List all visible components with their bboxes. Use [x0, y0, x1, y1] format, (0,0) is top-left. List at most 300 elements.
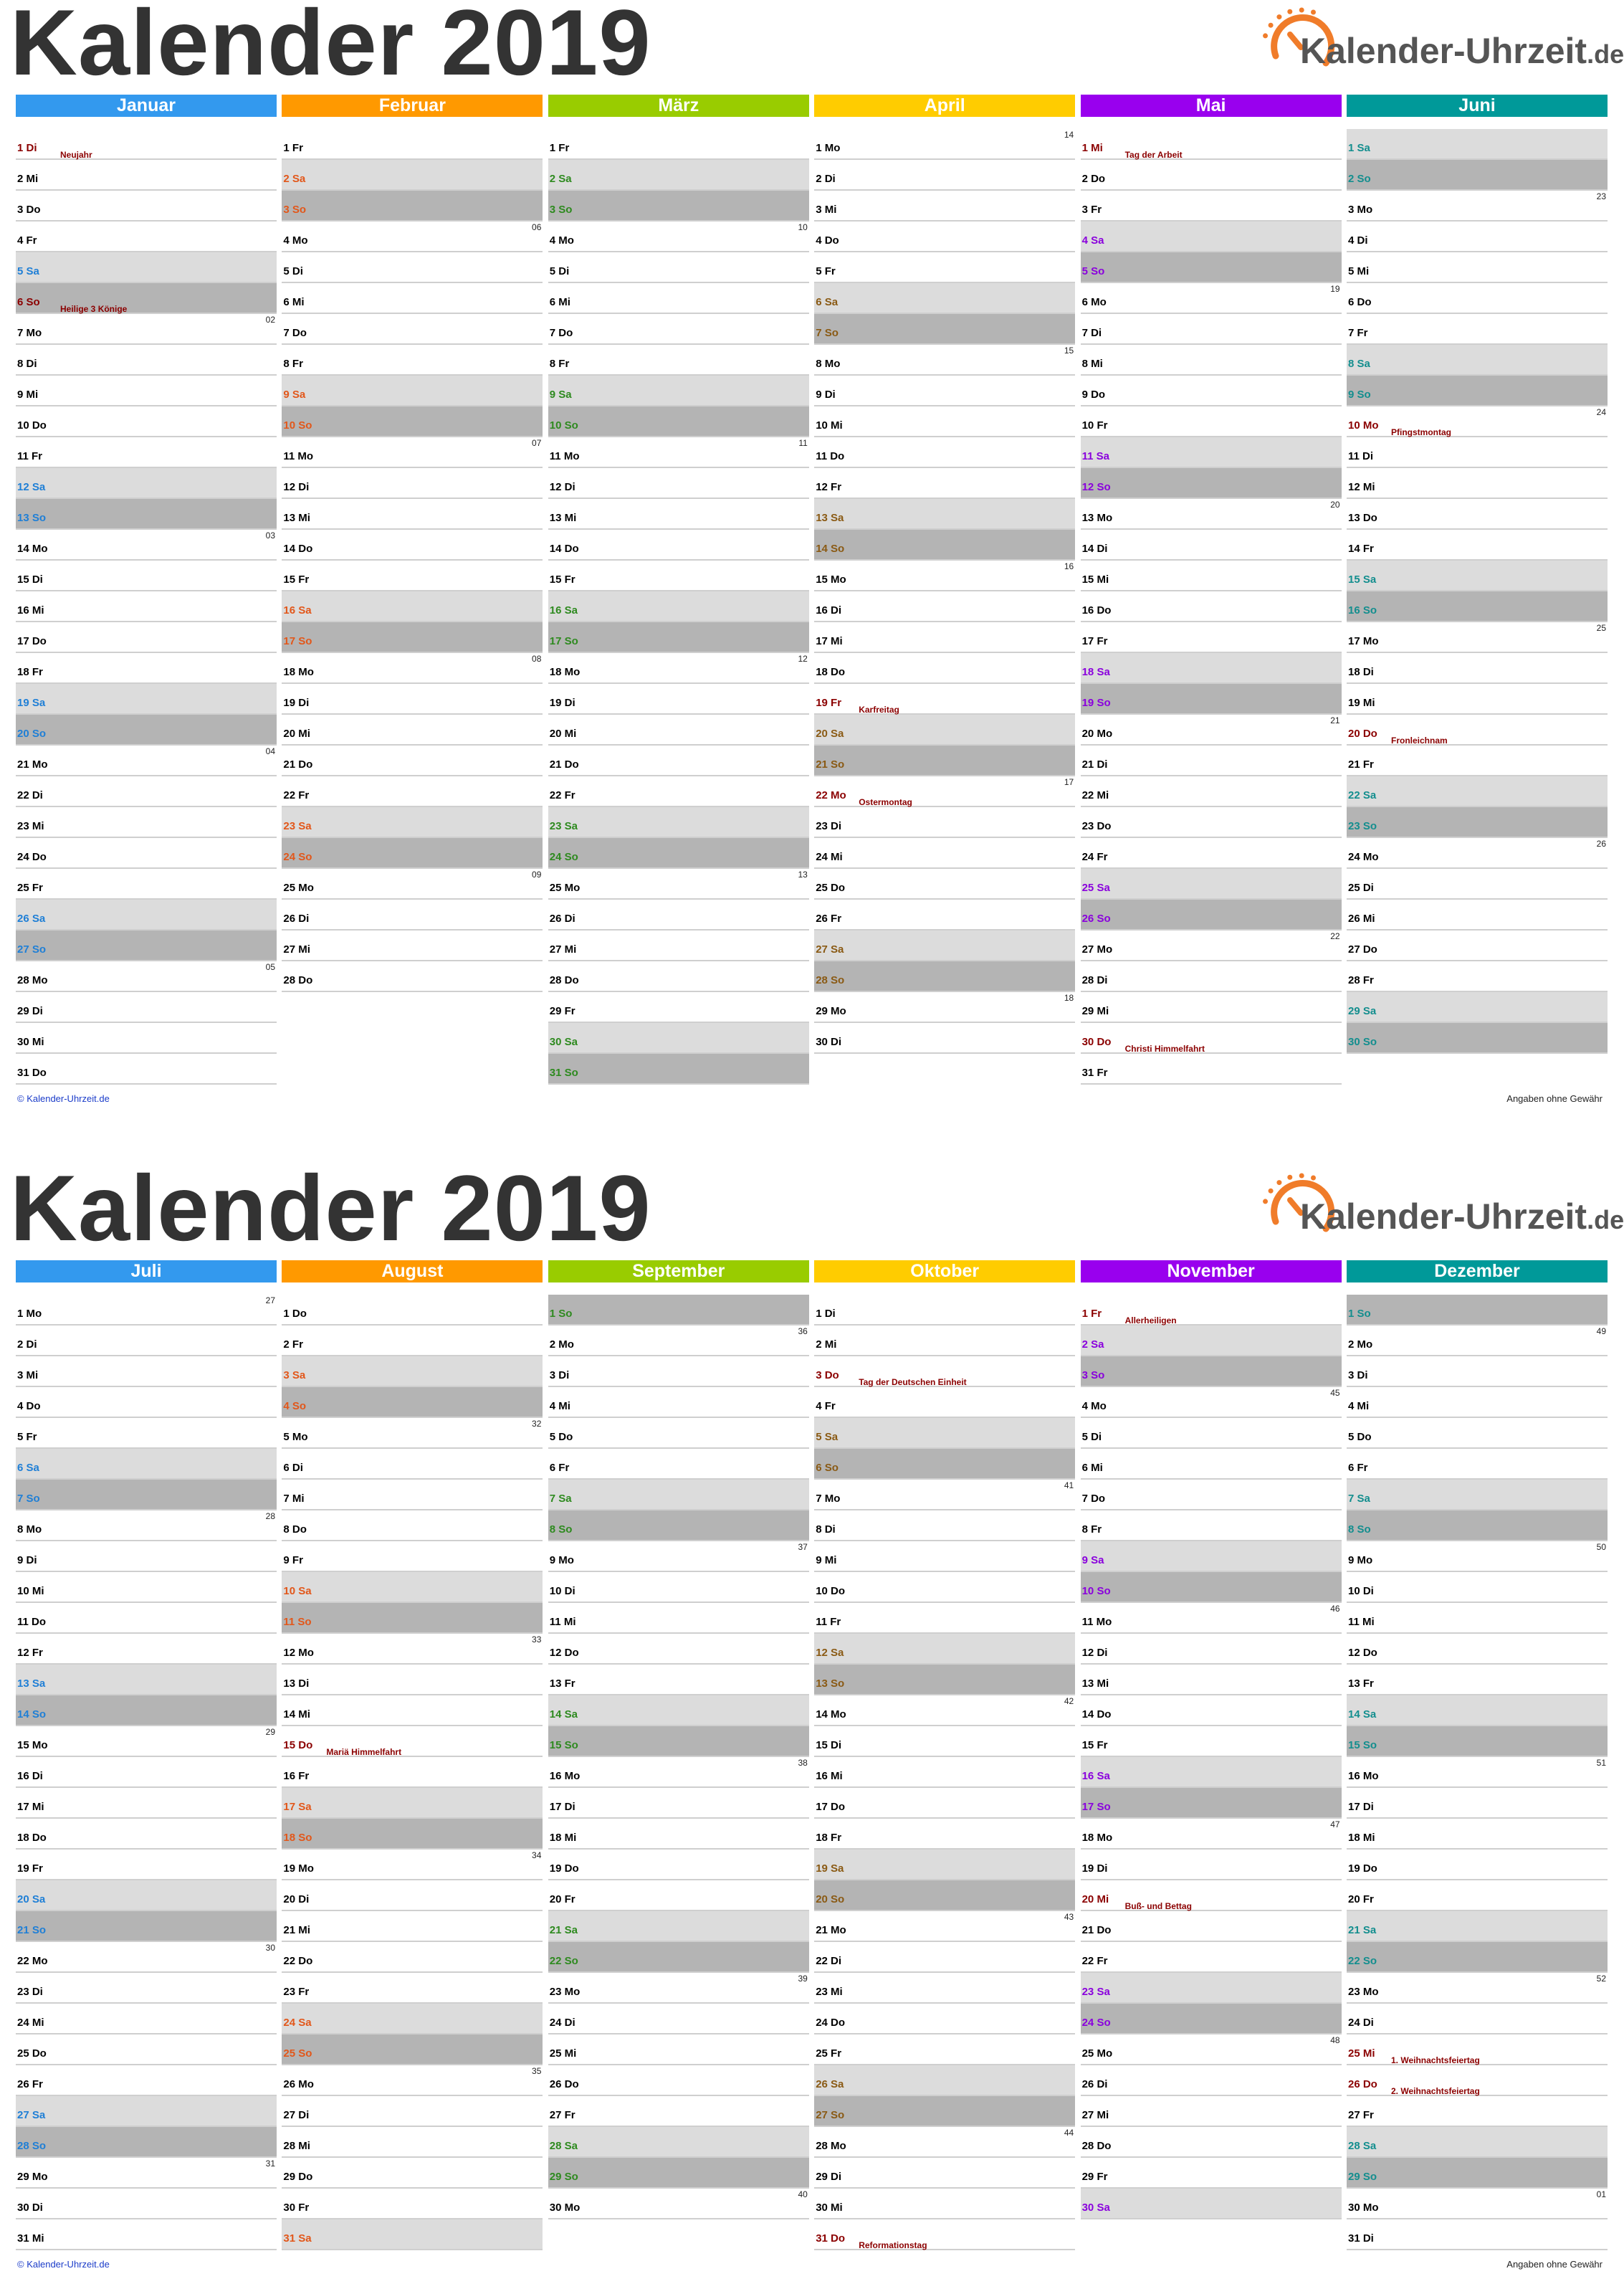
day-row [548, 1023, 809, 1054]
day-label: 22 Fr [283, 789, 310, 801]
day-label: 22 Mi [1081, 789, 1109, 801]
day-label: 24 Sa [283, 2017, 312, 2029]
day-label: 28 Sa [1348, 2140, 1377, 2152]
day-label: 24 Do [816, 2017, 846, 2029]
day-row [1347, 838, 1608, 869]
week-number: 30 [265, 1943, 275, 1953]
day-label: 14 So [816, 543, 845, 555]
week-number: 17 [1064, 777, 1074, 787]
day-row [1081, 1541, 1342, 1572]
day-row [282, 653, 543, 684]
day-row [282, 1880, 543, 1911]
day-row [282, 746, 543, 776]
day-row [16, 1695, 277, 1726]
day-label: 7 Sa [1348, 1493, 1370, 1505]
day-label: 20 Di [283, 1893, 310, 1905]
day-label: 6 Fr [549, 1462, 570, 1474]
day-label: 28 Di [1081, 974, 1108, 986]
day-label: 3 Sa [283, 1369, 306, 1381]
day-label: 16 Mo [1348, 1770, 1379, 1782]
day-row [548, 1356, 809, 1387]
day-label: 29 Do [283, 2171, 313, 2183]
day-label: 6 Mi [1081, 1462, 1103, 1474]
day-row [1347, 2096, 1608, 2127]
day-row [814, 1295, 1075, 1326]
day-label: 17 Fr [1081, 635, 1108, 647]
month-column [548, 95, 809, 1079]
day-row [814, 746, 1075, 776]
day-label: 3 Mi [17, 1369, 39, 1381]
day-row [1081, 2034, 1342, 2065]
logo-name: Kalender-Uhrzeit [1300, 31, 1587, 71]
day-label: 3 So [549, 204, 573, 216]
day-label: 26 Di [1081, 2078, 1108, 2090]
month-column [814, 95, 1075, 1048]
logo [1261, 6, 1624, 85]
day-label: 3 Do [816, 1369, 839, 1381]
week-number: 12 [798, 654, 808, 664]
day-row [1081, 1023, 1342, 1054]
day-row [282, 1911, 543, 1942]
day-row [1081, 2189, 1342, 2219]
day-row [282, 807, 543, 838]
day-row [282, 591, 543, 622]
day-row [282, 1695, 543, 1726]
day-row [16, 1757, 277, 1788]
day-row [16, 591, 277, 622]
day-row [1347, 1572, 1608, 1603]
day-row [1081, 314, 1342, 345]
copyright-link[interactable]: © Kalender-Uhrzeit.de [17, 1093, 110, 1104]
day-label: 30 Di [816, 1036, 842, 1048]
day-label: 8 So [1348, 1523, 1371, 1536]
day-label: 10 Di [1348, 1585, 1374, 1597]
day-row [1347, 1850, 1608, 1880]
day-label: 28 Do [283, 974, 313, 986]
day-label: 23 Mi [17, 820, 44, 832]
day-row [814, 1541, 1075, 1572]
day-label: 6 Mi [283, 296, 305, 308]
day-row [548, 561, 809, 591]
month-header: Dezember [1347, 1260, 1608, 1282]
day-row [548, 222, 809, 252]
day-label: 14 Fr [1348, 543, 1374, 555]
day-label: 30 Sa [549, 1036, 578, 1048]
day-label: 27 Sa [816, 943, 844, 956]
day-row [282, 2096, 543, 2127]
day-row [1081, 1480, 1342, 1510]
day-label: 28 Do [1081, 2140, 1112, 2152]
day-label: 20 Mi [283, 728, 310, 740]
day-label: 22 Di [17, 789, 43, 801]
day-label: 26 Do [549, 2078, 579, 2090]
day-row [282, 1850, 543, 1880]
day-row [814, 1665, 1075, 1695]
day-row [814, 684, 1075, 715]
week-number: 50 [1596, 1542, 1606, 1552]
day-row [1081, 992, 1342, 1023]
day-row [814, 961, 1075, 992]
day-label: 16 Di [816, 604, 842, 617]
day-row [548, 2127, 809, 2158]
day-label: 4 Mi [1348, 1400, 1370, 1412]
day-row [814, 2158, 1075, 2189]
month-header: März [548, 95, 809, 117]
day-row [16, 530, 277, 561]
day-label: 26 Do [1348, 2078, 1377, 2090]
day-row [16, 715, 277, 746]
day-row [16, 468, 277, 499]
day-row [814, 376, 1075, 406]
day-label: 23 Mo [549, 1986, 581, 1998]
day-label: 20 Mi [549, 728, 577, 740]
day-label: 8 Fr [283, 358, 303, 370]
day-row [814, 1326, 1075, 1356]
day-label: 10 Do [816, 1585, 846, 1597]
day-row [548, 622, 809, 653]
day-label: 17 Di [1348, 1801, 1374, 1813]
copyright-link[interactable]: © Kalender-Uhrzeit.de [17, 2259, 110, 2270]
day-row [548, 1326, 809, 1356]
day-row [282, 1541, 543, 1572]
day-row [1347, 869, 1608, 900]
day-label: 2 Mo [549, 1338, 574, 1351]
day-row [814, 1449, 1075, 1480]
day-label: 24 Mi [17, 2017, 44, 2029]
day-label: 15 Do [283, 1739, 313, 1751]
day-label: 6 Fr [1348, 1462, 1368, 1474]
day-row [16, 1819, 277, 1850]
day-row [282, 776, 543, 807]
day-row [548, 406, 809, 437]
day-label: 28 So [17, 2140, 47, 2152]
day-row [1081, 684, 1342, 715]
day-row [548, 1665, 809, 1695]
week-number: 15 [1064, 346, 1074, 356]
day-row [548, 1850, 809, 1880]
day-row [1347, 684, 1608, 715]
day-row [548, 1449, 809, 1480]
day-row [814, 191, 1075, 222]
holiday-name: Tag der Arbeit [1124, 150, 1183, 160]
day-row [1081, 2065, 1342, 2096]
day-row [282, 530, 543, 561]
day-row [1347, 1510, 1608, 1541]
day-row [814, 1819, 1075, 1850]
day-label: 15 Fr [1081, 1739, 1108, 1751]
day-label: 17 Mo [1348, 635, 1379, 647]
day-row [16, 869, 277, 900]
day-row [1347, 222, 1608, 252]
day-row [814, 345, 1075, 376]
week-number: 16 [1064, 561, 1074, 571]
day-row [548, 1788, 809, 1819]
day-row [548, 252, 809, 283]
day-label: 7 Di [1081, 327, 1102, 339]
day-row [1081, 900, 1342, 931]
day-row [16, 561, 277, 591]
day-row [282, 715, 543, 746]
month-header: Mai [1081, 95, 1342, 117]
day-label: 7 Mi [283, 1493, 305, 1505]
week-number: 06 [532, 222, 542, 232]
logo-name: Kalender-Uhrzeit [1300, 1196, 1587, 1237]
day-label: 28 So [816, 974, 845, 986]
day-row [548, 1973, 809, 2004]
day-label: 1 Di [816, 1308, 836, 1320]
week-number: 23 [1596, 191, 1606, 201]
day-row [16, 314, 277, 345]
day-label: 19 Sa [17, 697, 46, 709]
day-row [814, 591, 1075, 622]
day-label: 14 Do [549, 543, 579, 555]
day-row [548, 1634, 809, 1665]
day-row [548, 1757, 809, 1788]
week-number: 24 [1596, 407, 1606, 417]
day-row [16, 283, 277, 314]
day-label: 13 Mi [549, 512, 577, 524]
day-row [814, 1603, 1075, 1634]
day-label: 19 Di [1081, 1862, 1108, 1875]
day-label: 2 So [1348, 173, 1371, 185]
day-row [1347, 1973, 1608, 2004]
day-row [1081, 2158, 1342, 2189]
day-label: 26 Di [283, 913, 310, 925]
day-label: 19 Mo [283, 1862, 314, 1875]
day-label: 31 Fr [1081, 1067, 1108, 1079]
week-number: 18 [1064, 993, 1074, 1003]
day-label: 29 Mo [17, 2171, 48, 2183]
day-label: 21 Do [549, 758, 579, 771]
week-number: 39 [798, 1974, 808, 1984]
day-label: 27 Mo [1081, 943, 1113, 956]
day-label: 13 Do [1348, 512, 1377, 524]
day-label: 5 Di [283, 265, 303, 277]
day-label: 19 Do [549, 1862, 579, 1875]
day-row [1081, 561, 1342, 591]
calendar-page [0, 0, 1624, 1128]
week-number: 49 [1596, 1326, 1606, 1336]
day-row [16, 1850, 277, 1880]
day-label: 25 So [283, 2047, 312, 2060]
day-label: 11 Mi [1348, 1616, 1375, 1628]
day-label: 21 Do [1081, 1924, 1112, 1936]
day-label: 7 So [816, 327, 839, 339]
day-label: 3 Mi [816, 204, 837, 216]
day-row [1347, 314, 1608, 345]
day-row [16, 1942, 277, 1973]
day-row [548, 1880, 809, 1911]
day-row [282, 1480, 543, 1510]
day-label: 27 So [17, 943, 47, 956]
day-label: 6 Mo [1081, 296, 1107, 308]
day-row [282, 2189, 543, 2219]
day-row [16, 1911, 277, 1942]
day-row [548, 160, 809, 191]
day-label: 11 Mi [549, 1616, 576, 1628]
calendar-page [0, 1156, 1624, 2294]
week-number: 45 [1330, 1388, 1340, 1398]
day-label: 20 Fr [1348, 1893, 1374, 1905]
day-label: 1 So [549, 1308, 573, 1320]
day-label: 19 Di [283, 697, 310, 709]
day-label: 8 Mo [816, 358, 841, 370]
day-row [1347, 776, 1608, 807]
day-row [1347, 1665, 1608, 1695]
day-row [16, 684, 277, 715]
day-label: 7 Do [549, 327, 573, 339]
day-label: 22 So [1348, 1955, 1377, 1967]
day-label: 2 Di [17, 1338, 37, 1351]
day-row [548, 1541, 809, 1572]
day-label: 10 So [1081, 1585, 1111, 1597]
day-row [16, 437, 277, 468]
day-label: 26 Fr [17, 2078, 43, 2090]
day-label: 1 Fr [283, 142, 303, 154]
day-label: 28 Mo [17, 974, 48, 986]
day-row [282, 1603, 543, 1634]
day-row [282, 1326, 543, 1356]
day-label: 22 Di [816, 1955, 842, 1967]
day-label: 12 Di [283, 481, 310, 493]
day-label: 5 Do [1348, 1431, 1372, 1443]
day-row [1347, 715, 1608, 746]
day-label: 9 So [1348, 389, 1371, 401]
disclaimer: Angaben ohne Gewähr [1506, 2259, 1602, 2270]
day-label: 14 Mo [17, 543, 48, 555]
day-row [814, 1880, 1075, 1911]
day-label: 26 Di [549, 913, 575, 925]
day-label: 28 Do [549, 974, 579, 986]
day-row [16, 222, 277, 252]
day-label: 17 Do [17, 635, 47, 647]
day-label: 23 Sa [549, 820, 578, 832]
week-number: 07 [532, 438, 542, 448]
day-row [16, 2065, 277, 2096]
day-row [282, 376, 543, 406]
day-label: 5 Fr [17, 1431, 37, 1443]
day-row [814, 2034, 1075, 2065]
day-label: 25 Fr [17, 882, 43, 894]
week-number: 41 [1064, 1480, 1074, 1490]
day-label: 4 Do [816, 234, 839, 247]
day-label: 29 Fr [549, 1005, 575, 1017]
day-row [548, 2034, 809, 2065]
day-row [1081, 1295, 1342, 1326]
day-label: 4 Mo [549, 234, 574, 247]
day-row [1347, 807, 1608, 838]
day-label: 30 Mi [816, 2202, 843, 2214]
week-number: 20 [1330, 500, 1340, 510]
day-label: 18 Mo [283, 666, 314, 678]
day-row [282, 1572, 543, 1603]
day-row [282, 283, 543, 314]
day-row [814, 869, 1075, 900]
month-header: Oktober [814, 1260, 1075, 1282]
day-label: 21 Sa [549, 1924, 578, 1936]
day-row [1081, 129, 1342, 160]
day-label: 22 Do [283, 1955, 313, 1967]
day-label: 29 Di [17, 1005, 43, 1017]
day-row [282, 1973, 543, 2004]
day-row [16, 992, 277, 1023]
day-row [16, 376, 277, 406]
day-label: 14 Sa [1348, 1708, 1377, 1720]
day-label: 27 Fr [549, 2109, 575, 2121]
day-label: 23 Di [17, 1986, 43, 1998]
day-label: 20 Sa [816, 728, 844, 740]
day-row [16, 345, 277, 376]
day-row [282, 622, 543, 653]
day-label: 8 Fr [1081, 1523, 1102, 1536]
day-label: 24 So [549, 851, 578, 863]
day-label: 1 Mo [816, 142, 841, 154]
day-label: 5 Mi [1348, 265, 1370, 277]
day-row [16, 1572, 277, 1603]
week-number: 35 [532, 2066, 542, 2076]
day-label: 3 Di [549, 1369, 570, 1381]
month-column [814, 1260, 1075, 2250]
holiday-name: Tag der Deutschen Einheit [859, 1377, 967, 1387]
day-label: 15 Mo [816, 574, 846, 586]
day-row [1347, 1942, 1608, 1973]
day-label: 29 So [1348, 2171, 1377, 2183]
day-row [16, 1788, 277, 1819]
day-row [1081, 1665, 1342, 1695]
day-row [548, 1695, 809, 1726]
day-label: 31 Do [17, 1067, 47, 1079]
day-row [282, 314, 543, 345]
day-label: 14 Mo [816, 1708, 846, 1720]
day-label: 18 Do [816, 666, 846, 678]
holiday-name: Fronleichnam [1391, 736, 1448, 746]
day-label: 25 Sa [1081, 882, 1110, 894]
day-row [1081, 1634, 1342, 1665]
day-label: 4 Fr [17, 234, 37, 247]
day-row [1081, 838, 1342, 869]
day-label: 13 Fr [549, 1677, 575, 1690]
day-label: 8 Di [816, 1523, 836, 1536]
week-number: 19 [1330, 284, 1340, 294]
day-row [1081, 1054, 1342, 1085]
day-label: 12 Sa [17, 481, 46, 493]
day-row [16, 900, 277, 931]
day-label: 7 Sa [549, 1493, 572, 1505]
day-label: 20 Mi [1081, 1893, 1109, 1905]
day-label: 5 Mo [283, 1431, 308, 1443]
day-row [1081, 1726, 1342, 1757]
day-label: 5 So [1081, 265, 1105, 277]
day-row [814, 1695, 1075, 1726]
day-row [1347, 1757, 1608, 1788]
day-row [16, 653, 277, 684]
holiday-name: Neujahr [60, 150, 92, 160]
month-grid [16, 1260, 1604, 2264]
day-row [1347, 1023, 1608, 1054]
day-label: 18 Mo [1081, 1832, 1113, 1844]
day-row [814, 252, 1075, 283]
day-row [1081, 931, 1342, 961]
day-label: 8 So [549, 1523, 573, 1536]
day-label: 26 Fr [816, 913, 842, 925]
month-column [282, 95, 543, 986]
day-label: 15 So [549, 1739, 578, 1751]
day-row [1347, 1418, 1608, 1449]
day-row [16, 931, 277, 961]
day-row [548, 376, 809, 406]
day-label: 16 Do [1081, 604, 1112, 617]
day-row [1081, 222, 1342, 252]
